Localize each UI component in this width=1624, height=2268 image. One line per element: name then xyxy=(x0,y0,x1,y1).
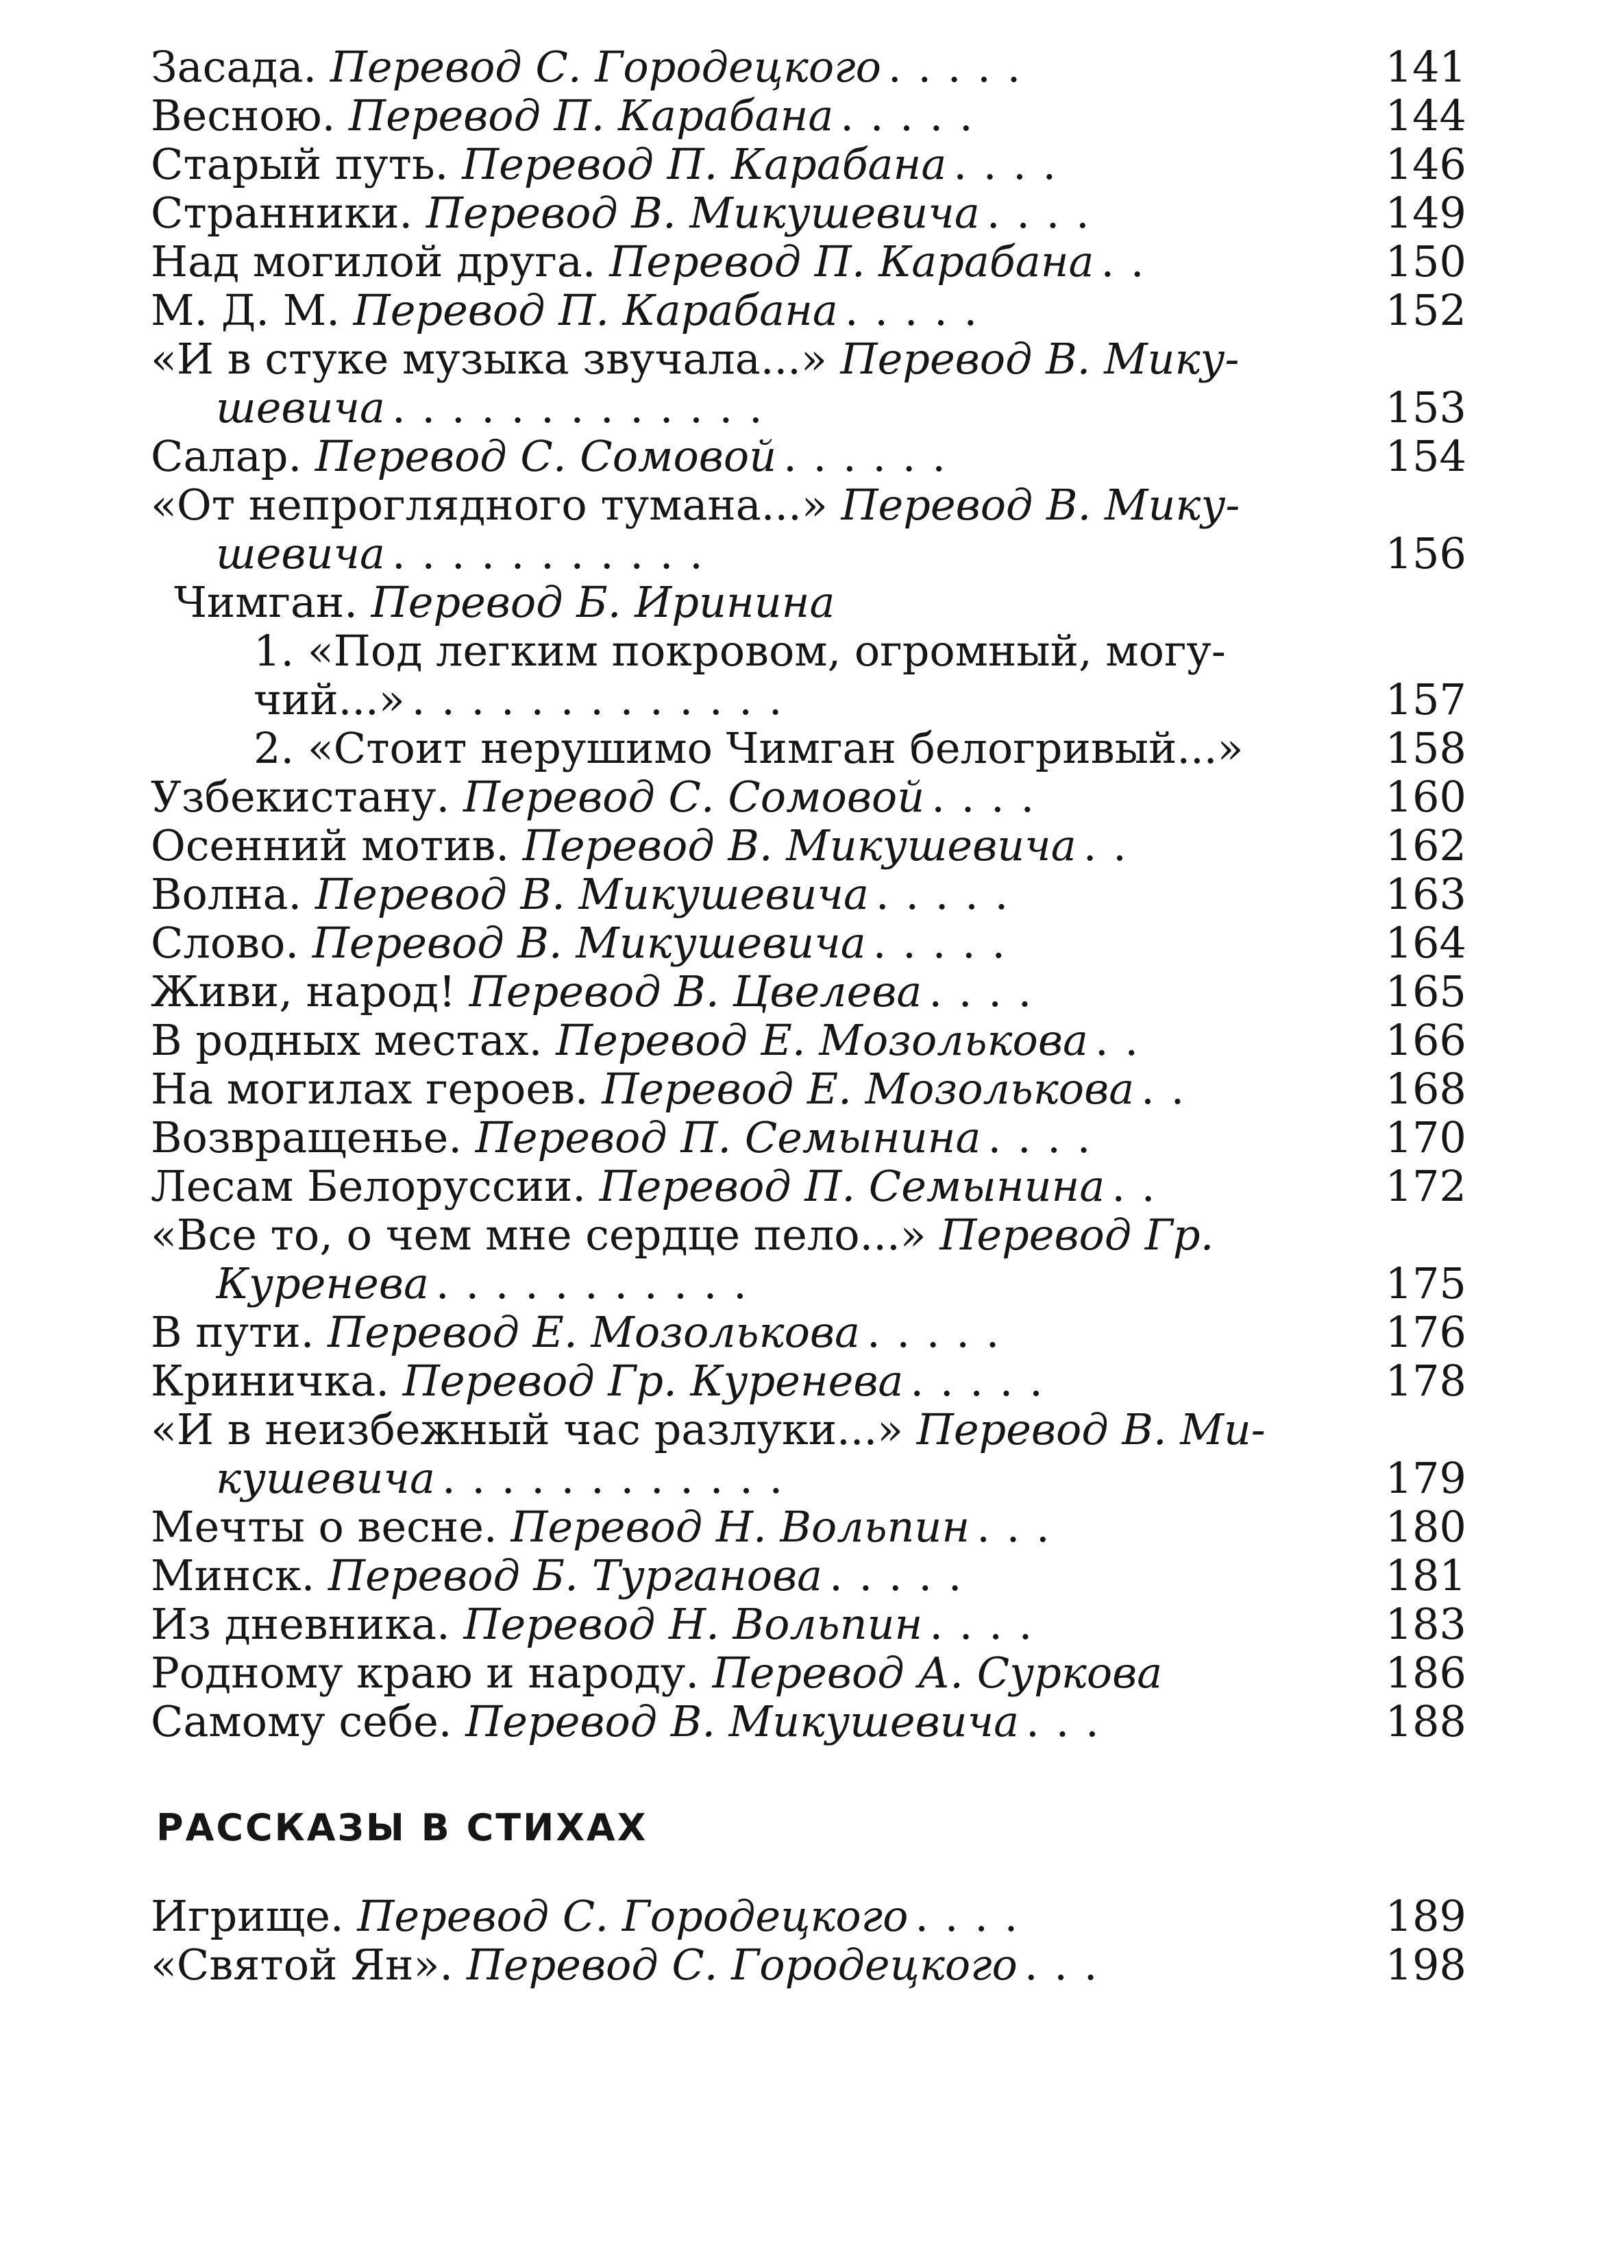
toc-entry-title: Весною. xyxy=(151,91,336,140)
toc-entry xyxy=(151,1113,1466,1162)
toc-entry-title: Волна. xyxy=(151,870,302,918)
toc-entry xyxy=(151,1551,1466,1600)
toc-entry-title: Странники. xyxy=(151,188,413,237)
toc-entry-text xyxy=(151,91,1316,140)
toc-entry-translator: Перевод П. Карабана xyxy=(353,286,838,334)
toc-entry xyxy=(151,1356,1466,1405)
toc-entry-leader-dots: . . . . xyxy=(987,1113,1092,1162)
toc-entry xyxy=(151,140,1466,188)
toc-entry-leader-dots: . . . . xyxy=(929,1600,1034,1648)
toc-entry-translator: Перевод Н. Вольпин xyxy=(510,1502,970,1551)
toc-entry-leader-dots: . . . . xyxy=(953,140,1058,188)
toc-entry-page-number: 153 xyxy=(1385,382,1466,432)
table-of-contents-section xyxy=(151,1892,1466,1989)
toc-entry xyxy=(151,383,1466,432)
toc-entry-page-number: 154 xyxy=(1385,431,1466,481)
toc-entry-leader-dots: . . . . . . . . . . . . xyxy=(441,1454,785,1502)
toc-entry-text xyxy=(151,1551,1316,1600)
toc-entry-page-number: 163 xyxy=(1385,869,1466,919)
toc-entry-text xyxy=(151,1405,1316,1454)
toc-entry xyxy=(151,1259,1466,1308)
toc-entry xyxy=(151,821,1466,870)
toc-entry-leader-dots: . . . . xyxy=(928,967,1033,1016)
toc-entry-page-number: 165 xyxy=(1385,966,1466,1016)
toc-entry-title: Мечты о весне. xyxy=(151,1502,497,1551)
toc-entry-text xyxy=(254,675,1316,724)
toc-entry-page-number: 172 xyxy=(1385,1161,1466,1211)
toc-entry-translator: Перевод В. Мику- xyxy=(841,480,1240,529)
toc-entry-title: Самому себе. xyxy=(151,1697,452,1746)
toc-entry xyxy=(151,432,1466,480)
toc-entry-text xyxy=(151,1210,1316,1259)
toc-entry-translator: Перевод В. Цвелева xyxy=(469,967,922,1016)
toc-entry-title: Криничка. xyxy=(151,1356,390,1405)
toc-entry-translator: Перевод П. Семынина xyxy=(599,1162,1105,1210)
toc-entry-title: В пути. xyxy=(151,1308,315,1356)
toc-entry xyxy=(151,42,1466,91)
toc-entry-title: Над могилой друга. xyxy=(151,237,596,286)
toc-entry xyxy=(151,1210,1466,1259)
toc-entry-leader-dots: . . xyxy=(1083,821,1128,870)
toc-entry xyxy=(151,1502,1466,1551)
toc-entry-page-number: 198 xyxy=(1385,1940,1466,1990)
toc-entry xyxy=(151,772,1466,821)
toc-entry-leader-dots: . . . . . xyxy=(829,1551,963,1600)
toc-entry-translator: Перевод Е. Мозолькова xyxy=(328,1308,860,1356)
toc-entry-title: Возвращенье. xyxy=(151,1113,463,1162)
toc-entry-text xyxy=(151,918,1316,967)
toc-entry-page-number: 189 xyxy=(1385,1891,1466,1941)
toc-entry-page-number: 149 xyxy=(1385,188,1466,238)
toc-entry-translator: Перевод В. Ми- xyxy=(916,1405,1266,1454)
toc-entry-translator: Перевод В. Микушевича xyxy=(312,918,866,967)
toc-entry xyxy=(151,578,1466,626)
toc-entry-translator: Перевод В. Микушевича xyxy=(426,188,980,237)
section-heading: РАССКАЗЫ В СТИХАХ xyxy=(156,1806,648,1849)
toc-entry-title: Старый путь. xyxy=(151,140,449,188)
toc-entry-text xyxy=(151,1308,1316,1356)
toc-entry-translator: Куренева xyxy=(216,1259,429,1308)
toc-entry-page-number: 144 xyxy=(1385,90,1466,141)
toc-entry-leader-dots: . . xyxy=(1094,1016,1140,1064)
toc-entry-leader-dots: . . . xyxy=(1024,1940,1099,1989)
toc-entry-leader-dots: . . xyxy=(1141,1064,1186,1113)
toc-entry-page-number: 183 xyxy=(1385,1599,1466,1649)
toc-entry-title: Салар. xyxy=(151,432,302,480)
toc-entry-page-number: 158 xyxy=(1385,723,1466,773)
toc-entry-page-number: 168 xyxy=(1385,1064,1466,1114)
toc-entry-title: Живи, народ! xyxy=(151,967,456,1016)
toc-entry-text xyxy=(151,286,1316,334)
toc-entry-text xyxy=(216,1259,1316,1308)
toc-entry-leader-dots: . . . xyxy=(1026,1697,1100,1746)
toc-entry-text xyxy=(151,870,1316,918)
toc-entry-translator: кушевича xyxy=(216,1454,435,1502)
toc-entry-text xyxy=(151,1600,1316,1648)
toc-entry xyxy=(151,334,1466,383)
toc-entry-page-number: 178 xyxy=(1385,1356,1466,1406)
toc-entry-page-number: 141 xyxy=(1385,42,1466,92)
toc-entry xyxy=(151,1454,1466,1502)
toc-entry-leader-dots: . . . . . . xyxy=(783,432,947,480)
toc-entry-translator: Перевод В. Микушевича xyxy=(522,821,1076,870)
toc-entry xyxy=(151,1697,1466,1746)
toc-entry-translator: Перевод Е. Мозолькова xyxy=(602,1064,1135,1113)
toc-entry-title: 1. «Под легким покровом, огромный, могу- xyxy=(254,626,1226,675)
toc-entry-text xyxy=(151,42,1316,91)
toc-entry-page-number: 164 xyxy=(1385,918,1466,968)
toc-entry-translator: Перевод В. Микушевича xyxy=(465,1697,1020,1746)
toc-entry-text xyxy=(151,1064,1316,1113)
toc-entry-translator: Перевод Б. Иринина xyxy=(371,578,835,626)
toc-entry-title: «И в неизбежный час разлуки...» xyxy=(151,1405,904,1454)
toc-entry xyxy=(151,480,1466,529)
toc-entry-page-number: 160 xyxy=(1385,772,1466,822)
toc-entry-leader-dots: . . . . . xyxy=(875,870,1010,918)
toc-entry-title: Узбекистану. xyxy=(151,772,450,821)
toc-entry-text xyxy=(151,1356,1316,1405)
toc-entry-title: Родному краю и народу. xyxy=(151,1648,700,1697)
toc-entry xyxy=(151,529,1466,578)
toc-entry-translator: Перевод А. Суркова xyxy=(712,1648,1163,1697)
toc-entry-page-number: 156 xyxy=(1385,528,1466,578)
toc-entry-text xyxy=(254,626,1316,675)
toc-entry xyxy=(151,724,1466,772)
toc-entry-page-number: 150 xyxy=(1385,236,1466,286)
toc-entry xyxy=(151,237,1466,286)
toc-entry-leader-dots: . . . . . . . . . . . . . xyxy=(391,383,764,432)
toc-entry-title: Игрище. xyxy=(151,1892,344,1940)
toc-entry-text xyxy=(151,1892,1316,1940)
toc-entry xyxy=(151,1648,1466,1697)
toc-entry xyxy=(151,1308,1466,1356)
toc-entry-leader-dots: . . . . . . . . . . . xyxy=(391,529,704,578)
toc-entry-translator: Перевод С. Сомовой xyxy=(315,432,777,480)
toc-entry xyxy=(151,1064,1466,1113)
toc-entry-translator: Перевод П. Карабана xyxy=(349,91,834,140)
toc-entry-translator: Перевод П. Карабана xyxy=(462,140,947,188)
toc-entry-title: «От непроглядного тумана...» xyxy=(151,480,828,529)
toc-entry-title: Минск. xyxy=(151,1551,315,1600)
toc-entry-leader-dots: . . . . . xyxy=(887,42,1022,91)
toc-entry-leader-dots: . . . . . . . . . . . xyxy=(435,1259,748,1308)
toc-entry-page-number: 162 xyxy=(1385,820,1466,870)
toc-entry-page-number: 175 xyxy=(1385,1258,1466,1308)
toc-entry-text xyxy=(151,1648,1316,1697)
toc-entry xyxy=(151,967,1466,1016)
toc-entry-translator: шевича xyxy=(216,529,385,578)
toc-entry-leader-dots: . . . . . xyxy=(844,286,979,334)
toc-entry-text xyxy=(151,1113,1316,1162)
toc-entry-title: На могилах героев. xyxy=(151,1064,589,1113)
toc-entry-title: Из дневника. xyxy=(151,1600,450,1648)
toc-entry-translator: шевича xyxy=(216,383,385,432)
toc-entry xyxy=(151,91,1466,140)
toc-entry-leader-dots: . . . . xyxy=(986,188,1091,237)
toc-entry-title: Осенний мотив. xyxy=(151,821,510,870)
toc-entry-page-number: 166 xyxy=(1385,1015,1466,1065)
toc-entry-translator: Перевод С. Городецкого xyxy=(357,1892,909,1940)
toc-entry-translator: Перевод Н. Вольпин xyxy=(463,1600,923,1648)
toc-entry-leader-dots: . . . . xyxy=(915,1892,1020,1940)
toc-entry-text xyxy=(216,1454,1316,1502)
toc-entry-translator: Перевод П. Карабана xyxy=(609,237,1094,286)
toc-entry-leader-dots: . . xyxy=(1111,1162,1157,1210)
toc-entry-translator: Перевод С. Городецкого xyxy=(330,42,881,91)
toc-entry-text xyxy=(151,1940,1316,1989)
toc-entry-text xyxy=(151,432,1316,480)
toc-entry-translator: Перевод В. Мику- xyxy=(840,334,1240,383)
toc-entry-title: Засада. xyxy=(151,42,317,91)
toc-entry-page-number: 157 xyxy=(1385,674,1466,724)
toc-entry-title: М. Д. М. xyxy=(151,286,340,334)
toc-entry-page-number: 146 xyxy=(1385,139,1466,189)
toc-entry-translator: Перевод Гр. Куренева xyxy=(402,1356,904,1405)
toc-entry-title: В родных местах. xyxy=(151,1016,543,1064)
toc-entry-title: «Святой Ян». xyxy=(151,1940,454,1989)
toc-entry xyxy=(151,286,1466,334)
toc-entry-leader-dots: . . . . . xyxy=(872,918,1007,967)
toc-entry-translator: Перевод П. Семынина xyxy=(475,1113,981,1162)
toc-entry-text xyxy=(151,967,1316,1016)
toc-entry-text xyxy=(151,334,1316,383)
toc-entry xyxy=(151,1940,1466,1989)
toc-entry-text xyxy=(151,772,1316,821)
toc-entry-text xyxy=(151,140,1316,188)
toc-entry-leader-dots: . . . xyxy=(976,1502,1051,1551)
toc-entry-page-number: 186 xyxy=(1385,1648,1466,1698)
toc-entry-page-number: 170 xyxy=(1385,1112,1466,1162)
toc-entry-translator: Перевод В. Микушевича xyxy=(315,870,869,918)
toc-entry xyxy=(151,1162,1466,1210)
toc-entry-text xyxy=(151,1502,1316,1551)
toc-entry-text xyxy=(174,578,1316,626)
toc-entry-leader-dots: . . . . . . . . . . . . . xyxy=(411,675,784,724)
toc-entry xyxy=(151,1405,1466,1454)
toc-entry-text xyxy=(151,1016,1316,1064)
toc-entry xyxy=(151,188,1466,237)
toc-entry-title: чий...» xyxy=(254,675,405,724)
toc-entry-page-number: 181 xyxy=(1385,1550,1466,1600)
toc-entry-text xyxy=(151,237,1316,286)
toc-entry-page-number: 176 xyxy=(1385,1307,1466,1357)
toc-entry-text xyxy=(151,1162,1316,1210)
toc-entry-leader-dots: . . . . . xyxy=(866,1308,1001,1356)
toc-entry-title: «Все то, о чем мне сердце пело...» xyxy=(151,1210,926,1259)
toc-entry xyxy=(151,1892,1466,1940)
toc-entry-leader-dots: . . . . . xyxy=(840,91,974,140)
toc-entry-leader-dots: . . . . . xyxy=(910,1356,1044,1405)
toc-entry-text xyxy=(216,383,1316,432)
toc-entry-leader-dots: . . . . xyxy=(931,772,1036,821)
toc-entry-text xyxy=(216,529,1316,578)
toc-entry-translator: Перевод Гр. xyxy=(939,1210,1214,1259)
toc-entry-title: Лесам Белоруссии. xyxy=(151,1162,586,1210)
toc-entry-page-number: 179 xyxy=(1385,1453,1466,1503)
toc-entry xyxy=(151,918,1466,967)
toc-entry xyxy=(151,675,1466,724)
toc-entry-translator: Перевод Б. Турганова xyxy=(328,1551,823,1600)
toc-entry-title: 2. «Стоит нерушимо Чимган белогривый...» xyxy=(254,724,1244,772)
toc-entry-text xyxy=(151,480,1316,529)
toc-entry xyxy=(151,1016,1466,1064)
toc-entry-text xyxy=(254,724,1316,772)
toc-entry-title: «И в стуке музыка звучала...» xyxy=(151,334,827,383)
toc-entry xyxy=(151,870,1466,918)
toc-entry-title: Слово. xyxy=(151,918,299,967)
toc-entry-translator: Перевод С. Городецкого xyxy=(466,1940,1018,1989)
toc-entry xyxy=(151,1600,1466,1648)
table-of-contents xyxy=(151,42,1466,1746)
toc-entry-page-number: 180 xyxy=(1385,1502,1466,1552)
toc-entry-page-number: 188 xyxy=(1385,1696,1466,1746)
toc-entry-title: Чимган. xyxy=(174,578,358,626)
toc-entry-translator: Перевод С. Сомовой xyxy=(463,772,925,821)
toc-entry-translator: Перевод Е. Мозолькова xyxy=(556,1016,1088,1064)
toc-entry-text xyxy=(151,188,1316,237)
toc-entry-text xyxy=(151,1697,1316,1746)
toc-entry-page-number: 152 xyxy=(1385,285,1466,335)
toc-entry-text xyxy=(151,821,1316,870)
toc-entry-leader-dots: . . xyxy=(1100,237,1146,286)
toc-entry xyxy=(151,626,1466,675)
